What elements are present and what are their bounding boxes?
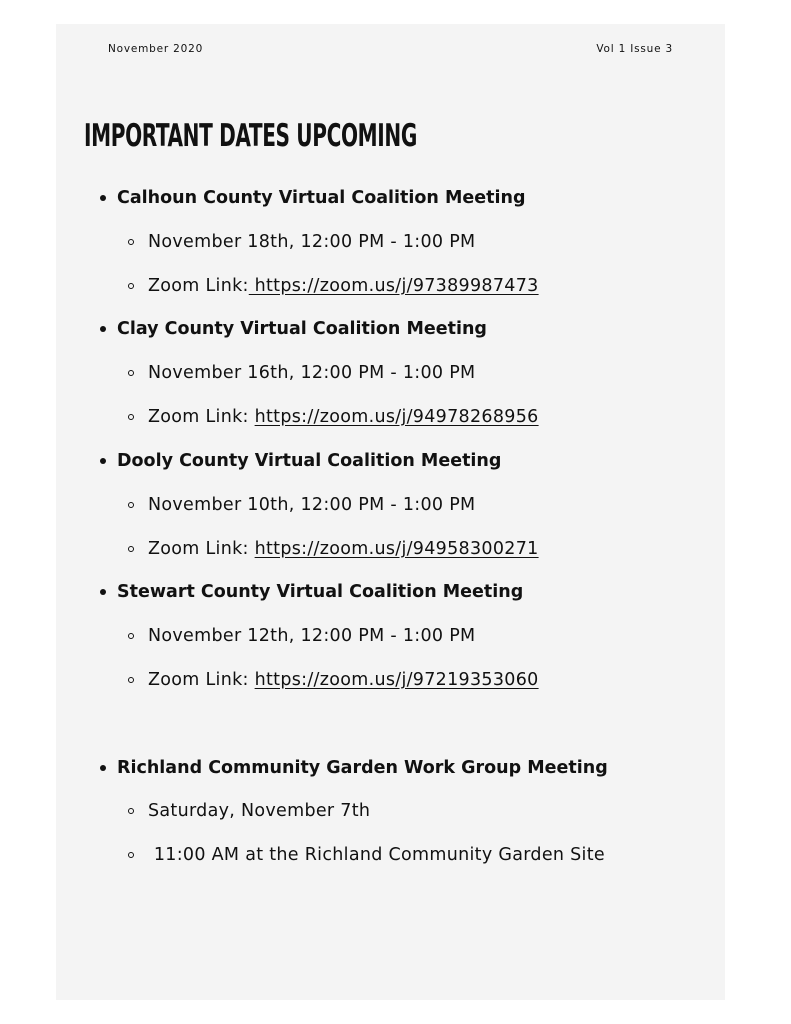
- meeting-heading: Stewart County Virtual Coalition Meeting: [117, 582, 524, 602]
- circle-bullet-icon: [128, 502, 134, 508]
- meeting-date: November 10th, 12:00 PM - 1:00 PM: [148, 495, 476, 515]
- page-title: IMPORTANT DATES UPCOMING: [84, 118, 417, 154]
- circle-bullet-icon: [128, 546, 134, 552]
- zoom-link-label: Zoom Link:: [148, 670, 255, 690]
- zoom-link[interactable]: https://zoom.us/j/94958300271: [254, 539, 539, 559]
- bullet-icon: [100, 195, 106, 201]
- circle-bullet-icon: [128, 283, 134, 289]
- circle-bullet-icon: [128, 677, 134, 683]
- zoom-link-label: Zoom Link:: [148, 276, 249, 296]
- circle-bullet-icon: [128, 633, 134, 639]
- zoom-link[interactable]: https://zoom.us/j/94978268956: [254, 407, 539, 427]
- bullet-icon: [100, 326, 106, 332]
- issue-date: November 2020: [108, 43, 204, 55]
- meeting-date: November 16th, 12:00 PM - 1:00 PM: [148, 363, 476, 383]
- meeting-heading: Dooly County Virtual Coalition Meeting: [117, 451, 502, 471]
- circle-bullet-icon: [128, 808, 134, 814]
- zoom-link[interactable]: https://zoom.us/j/97389987473: [248, 276, 539, 296]
- meeting-date: November 12th, 12:00 PM - 1:00 PM: [148, 626, 476, 646]
- zoom-link-row: [148, 405, 539, 429]
- zoom-link[interactable]: https://zoom.us/j/97219353060: [254, 670, 539, 690]
- garden-detail: 11:00 AM at the Richland Community Garden Site: [148, 845, 605, 865]
- circle-bullet-icon: [128, 414, 134, 420]
- meeting-heading: Calhoun County Virtual Coalition Meeting: [117, 188, 526, 208]
- bullet-icon: [100, 458, 106, 464]
- zoom-link-row: [148, 668, 539, 692]
- circle-bullet-icon: [128, 239, 134, 245]
- meeting-date: November 18th, 12:00 PM - 1:00 PM: [148, 232, 476, 252]
- zoom-link-row: [148, 537, 539, 561]
- bullet-icon: [100, 765, 106, 771]
- zoom-link-label: Zoom Link:: [148, 539, 255, 559]
- zoom-link-row: [148, 274, 539, 298]
- garden-heading: Richland Community Garden Work Group Meeting: [117, 758, 608, 778]
- issue-number: Vol 1 Issue 3: [596, 43, 673, 55]
- circle-bullet-icon: [128, 370, 134, 376]
- zoom-link-label: Zoom Link:: [148, 407, 255, 427]
- circle-bullet-icon: [128, 852, 134, 858]
- meeting-heading: Clay County Virtual Coalition Meeting: [117, 319, 487, 339]
- garden-date: Saturday, November 7th: [148, 801, 371, 821]
- bullet-icon: [100, 589, 106, 595]
